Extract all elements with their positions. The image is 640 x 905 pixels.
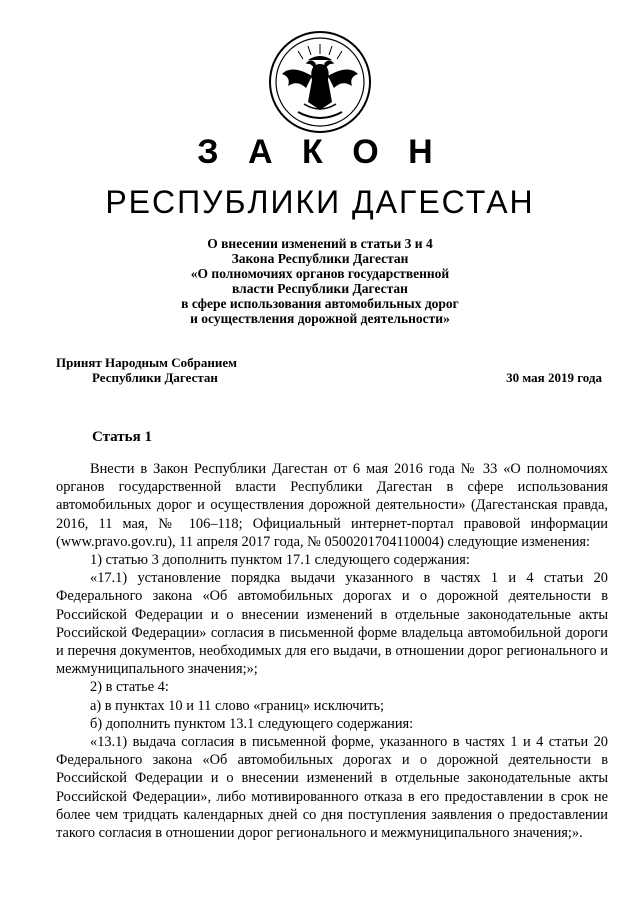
law-name-line: в сфере использования автомобильных дорог bbox=[181, 296, 459, 311]
article-paragraph: 2) в статье 4: bbox=[90, 679, 169, 696]
law-name-line: О внесении изменений в статьи 3 и 4 bbox=[207, 236, 433, 251]
adoption-date: 30 мая 2019 года bbox=[506, 370, 602, 385]
article-paragraph: Внести в Закон Республики Дагестан от 6 мая 2016 года № 33 «О полномочиях органов государственной власти Республики Дагестан в сфере использования автомобильных дорог и осуществления дорожной деятельности» (Дагестанская правда, 2016, 11 мая, № 106–118; Официальный интернет-портал правовой информации (www.pravo.gov.ru), 11 апреля 2017 года, № 0500201704110004) следующие изменения: bbox=[56, 461, 608, 550]
article-paragraph: «17.1) установление порядка выдачи указанного в частях 1 и 4 статьи 20 Федерального закона «Об автомобильных дорогах и о дорожной деятельности в Российской Федерации и о внесении изменений в отдельные законодательные акты Российской Федерации» согласия в письменной форме владельца автомобильной дороги и перечня документов, необходимых для его выдачи, в отношении дорог регионального и межмуниципального значения;»; bbox=[56, 570, 608, 678]
article-paragraph: б) дополнить пунктом 13.1 следующего содержания: bbox=[90, 715, 414, 732]
law-name-line: власти Республики Дагестан bbox=[232, 281, 408, 296]
article-paragraph: а) в пунктах 10 и 11 слово «границ» исключить; bbox=[90, 697, 385, 714]
article-paragraph: «13.1) выдача согласия в письменной форме, указанного в частях 1 и 4 статьи 20 Федерального закона «Об автомобильных дорогах и о дорожной деятельности в Российской Федерации и о внесении изменений в отдельные законодательные акты Российской Федерации», либо мотивированного отказа в его предоставлении в срок не более чем тридцать календарных дней со дня поступления заявления о предоставлении такого согласия в отношении дорог регионального и межмуниципального значения;». bbox=[56, 734, 608, 842]
law-name-line: «О полномочиях органов государственной bbox=[190, 266, 450, 281]
document-title: З А К О Н bbox=[197, 133, 443, 171]
adopted-by-line: Принят Народным Собранием bbox=[56, 355, 238, 370]
coat-of-arms-emblem bbox=[268, 30, 372, 134]
article-paragraph: 1) статью 3 дополнить пунктом 17.1 следующего содержания: bbox=[90, 552, 470, 569]
law-name-line: и осуществления дорожной деятельности» bbox=[190, 311, 450, 326]
article-heading: Статья 1 bbox=[92, 429, 152, 445]
law-name bbox=[150, 236, 490, 326]
document-subtitle: РЕСПУБЛИКИ ДАГЕСТАН bbox=[105, 184, 535, 220]
article-body bbox=[56, 460, 608, 842]
law-name-line: Закона Республики Дагестан bbox=[231, 251, 409, 266]
adopted-by-republic: Республики Дагестан bbox=[92, 370, 218, 385]
adoption-block bbox=[56, 355, 237, 385]
